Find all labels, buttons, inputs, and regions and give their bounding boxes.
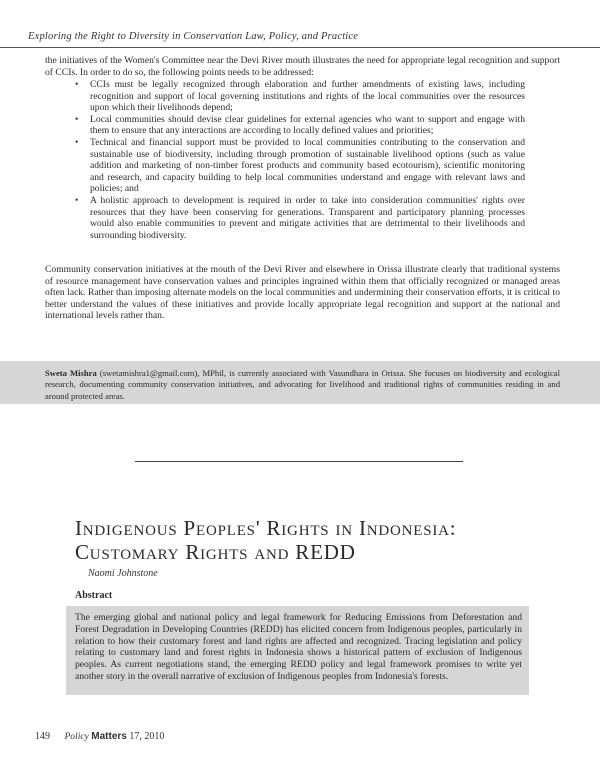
recommendations-list	[75, 79, 525, 241]
running-header: Exploring the Right to Diversity in Conservation Law, Policy, and Practice	[28, 31, 359, 42]
bullet-icon: •	[75, 194, 79, 206]
journal-issue: 17, 2010	[129, 731, 165, 742]
list-item	[75, 195, 525, 241]
list-item-text: Technical and financial support must be provided to local communities contributing to the conservation and sustainable use of biodiversity, including through promotion of sustainable livelihood options (such as value addition and marketing of non-timber forest products and community based ecotourism), scientific monitoring and research, and capacity building to help local communities understand and engage with relevant laws and policies; and	[90, 136, 525, 195]
journal-name-policy: Policy	[64, 732, 89, 742]
page-number: 149	[35, 731, 50, 742]
bullet-icon: •	[75, 136, 79, 148]
journal-name-matters: Matters	[91, 731, 127, 742]
list-item	[75, 137, 525, 195]
list-item-text: A holistic approach to development is required in order to take into consideration communities' rights over resources that they have been conserving for generations. Transparent and participatory planning processes would also enable communities to prevent and mitigate activities that are detrimental to their livelihoods and surrounding biodiversity.	[90, 194, 525, 241]
abstract-text: The emerging global and national policy and legal framework for Reducing Emissions from Deforestation and Forest Degradation in Developing Countries (REDD) has elicited concern from Indigenous peoples, particularly in relation to how their customary forest and land rights are affected and recognized. Tracing legislation and policy relating to customary land and forest rights in Indonesia shows a historical pattern of exclusion of Indigenous peoples. As current negotiations stand, the emerging REDD policy and legal framework promises to write yet another story in the overall narrative of exclusion of Indigenous peoples from Indonesia's forests.	[75, 612, 522, 682]
list-item	[75, 79, 525, 114]
article-title-line-2: Customary Rights and REDD	[75, 540, 356, 564]
community-paragraph: Community conservation initiatives at the mouth of the Devi River and elsewhere in Orissa illustrate clearly that traditional systems of resource management have conservation values and principles ingrained within them that officially recognized or managed areas often lack. Rather than imposing alternate models on the local communities and undermining their conservation efforts, it is critical to better understand the values of these initiatives and provide locally appropriate legal recognition and support at the national and international levels rather than.	[45, 264, 560, 322]
bullet-icon: •	[75, 113, 79, 125]
list-item-text: CCIs must be legally recognized through elaboration and further amendments of existing laws, including recognition and support of local governing institutions and rights of the local communities over the resources upon which their livelihoods depend;	[90, 79, 525, 114]
abstract-heading: Abstract	[75, 590, 113, 601]
header-rule	[0, 47, 600, 48]
article-title	[75, 516, 575, 564]
page-footer	[35, 731, 164, 742]
intro-paragraph: the initiatives of the Women's Committee near the Devi River mouth illustrates the need for appropriate legal recognition and support of CCIs. In order to do so, the following points needs to be addressed:	[45, 55, 560, 78]
bio-author-name: Sweta Mishra	[45, 368, 97, 378]
author-bio-box	[0, 361, 600, 404]
article-author: Naomi Johnstone	[88, 568, 158, 579]
bio-author-text: (swetamishra1@gmail.com), MPhil, is currently associated with Vasundhara in Orissa. She focuses on biodiversity and ecological research, documenting community conservation initiatives, and advocating for livelihood and traditional rights of communities residing in and around protected areas.	[45, 368, 560, 401]
author-bio	[45, 368, 560, 402]
bullet-icon: •	[75, 79, 79, 90]
list-item	[75, 114, 525, 137]
section-divider	[135, 461, 463, 462]
abstract-box	[66, 606, 529, 695]
article-title-line-1: Indigenous Peoples' Rights in Indonesia:	[75, 516, 457, 540]
list-item-text: Local communities should devise clear guidelines for external agencies who want to support and engage with them to ensure that any interactions are according to locally defined values and priorities;	[90, 113, 525, 137]
